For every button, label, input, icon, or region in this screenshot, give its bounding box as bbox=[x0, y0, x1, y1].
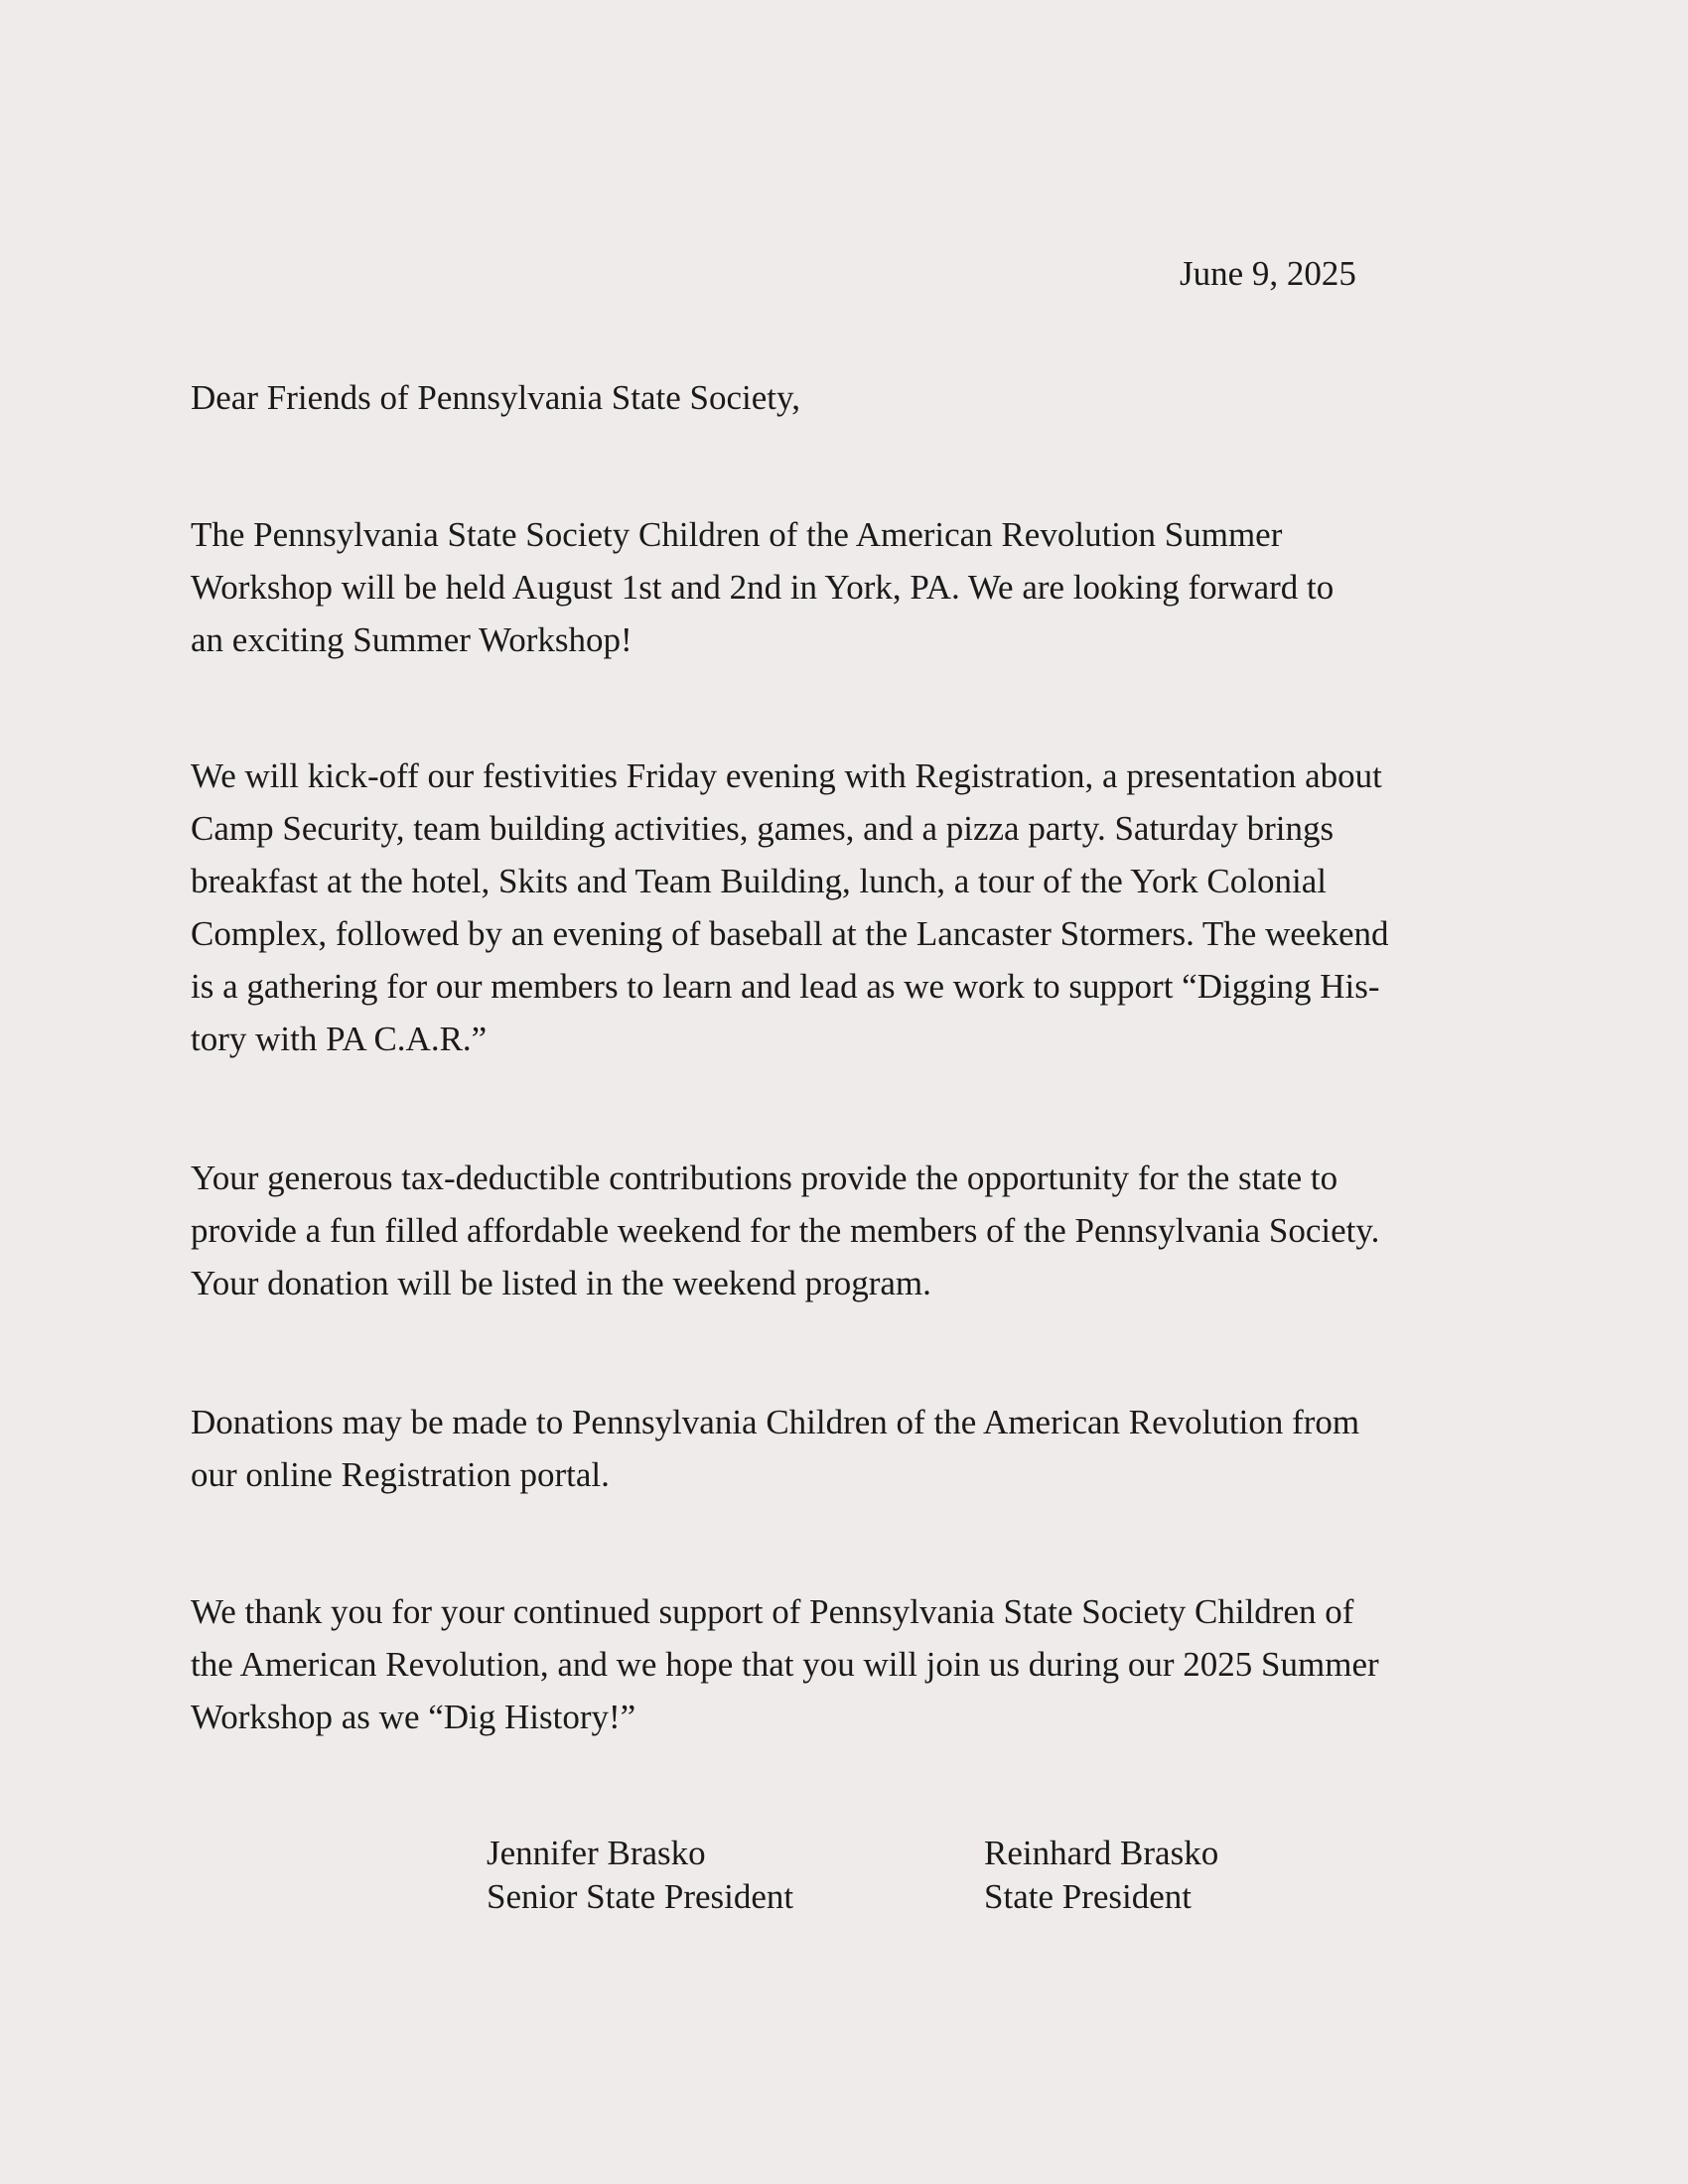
paragraph-workshop-intro bbox=[191, 508, 1511, 666]
paragraph-line: is a gathering for our members to learn and lead as we work to support “Digging His- bbox=[191, 967, 1380, 1006]
paragraph-line: Camp Security, team building activities, games, and a pizza party. Saturday brings bbox=[191, 809, 1335, 848]
paragraph-line: Workshop will be held August 1st and 2nd in York, PA. We are looking forward to bbox=[191, 568, 1335, 607]
paragraph-line: Workshop as we “Dig History!” bbox=[191, 1698, 636, 1736]
paragraph-schedule bbox=[191, 750, 1511, 1065]
signer-name: Jennifer Brasko bbox=[487, 1834, 706, 1872]
paragraph-contributions bbox=[191, 1152, 1511, 1309]
paragraph-line: The Pennsylvania State Society Children of the American Revolution Summer bbox=[191, 515, 1283, 554]
signature-block-senior-president bbox=[487, 1832, 793, 1919]
paragraph-line: tory with PA C.A.R.” bbox=[191, 1020, 488, 1058]
paragraph-line: We will kick-off our festivities Friday evening with Registration, a presentation about bbox=[191, 756, 1382, 795]
paragraph-line: Complex, followed by an evening of baseball at the Lancaster Stormers. The weekend bbox=[191, 914, 1389, 953]
paragraph-line: We thank you for your continued support of Pennsylvania State Society Children of bbox=[191, 1592, 1354, 1631]
paragraph-donations bbox=[191, 1396, 1511, 1501]
paragraph-line: breakfast at the hotel, Skits and Team Building, lunch, a tour of the York Colonial bbox=[191, 862, 1327, 900]
signature-block-state-president bbox=[984, 1832, 1218, 1919]
signer-title: State President bbox=[984, 1877, 1192, 1916]
paragraph-line: an exciting Summer Workshop! bbox=[191, 620, 633, 659]
paragraph-line: Donations may be made to Pennsylvania Children of the American Revolution from bbox=[191, 1403, 1360, 1441]
signer-title: Senior State President bbox=[487, 1877, 794, 1916]
paragraph-line: provide a fun filled affordable weekend for the members of the Pennsylvania Society. bbox=[191, 1211, 1380, 1250]
salutation: Dear Friends of Pennsylvania State Society, bbox=[191, 378, 800, 417]
signer-name: Reinhard Brasko bbox=[984, 1834, 1219, 1872]
paragraph-thanks bbox=[191, 1585, 1511, 1743]
letter-date: June 9, 2025 bbox=[1180, 254, 1356, 293]
paragraph-line: the American Revolution, and we hope that you will join us during our 2025 Summer bbox=[191, 1645, 1379, 1684]
paragraph-line: Your generous tax-deductible contributions provide the opportunity for the state to bbox=[191, 1159, 1338, 1197]
paragraph-line: Your donation will be listed in the weekend program. bbox=[191, 1264, 931, 1302]
paragraph-line: our online Registration portal. bbox=[191, 1455, 610, 1494]
